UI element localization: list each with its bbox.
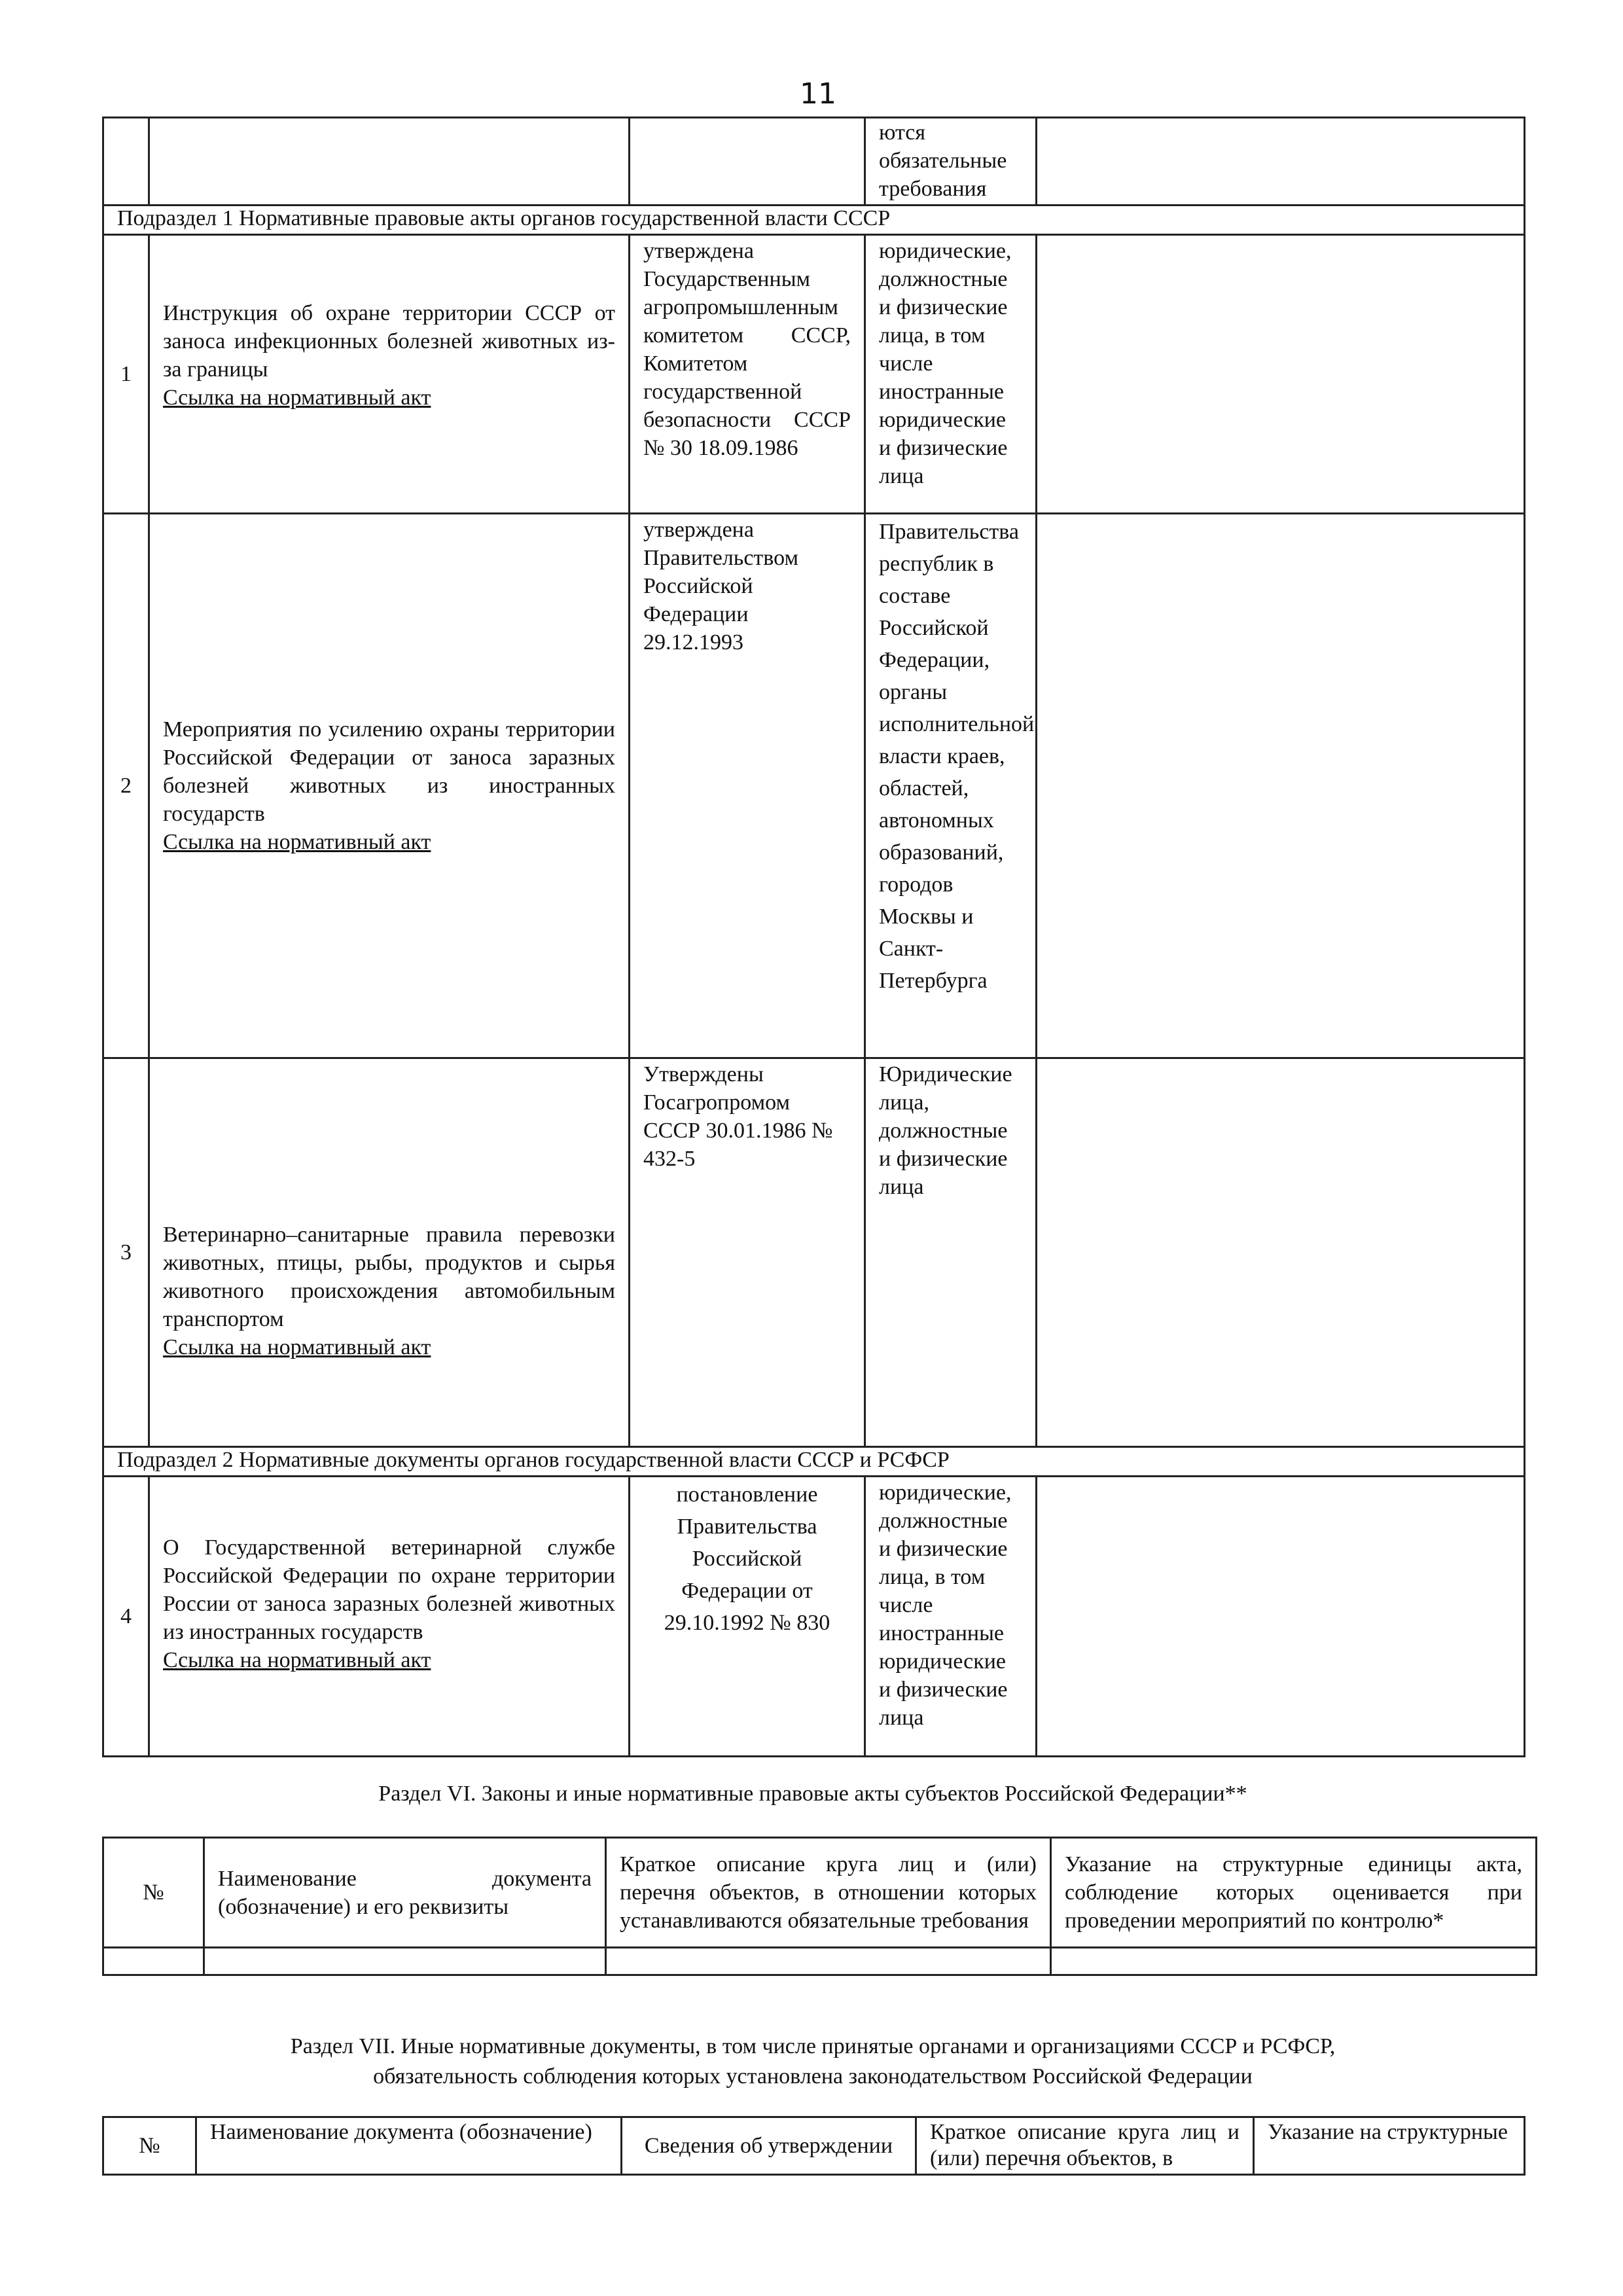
act-link[interactable]: Ссылка на нормативный акт xyxy=(163,385,431,410)
act-link[interactable]: Ссылка на нормативный акт xyxy=(163,830,431,854)
document-name: О Государственной ветеринарной службе Российской Федерации по охране территории России от заноса заразных болезней животных из иностранных государств xyxy=(163,1535,615,1644)
approval-info: утверждена Правительством Российской Федерации 29.12.1993 xyxy=(643,518,798,655)
act-link[interactable]: Ссылка на нормативный акт xyxy=(163,1335,431,1359)
persons-description: Правительства республик в составе Российской Федерации, органы исполнительной власти краев, областей, автономных образований, городов Москвы и Санкт-Петербурга xyxy=(879,520,1035,993)
header-continuation: ются обязательные требования xyxy=(879,120,1007,201)
row-number: 4 xyxy=(103,1477,149,1757)
subsection-row xyxy=(103,1447,1525,1477)
approval-info: утверждена Государственным агропромышленным комитетом СССР, Комитетом государственной безопасности СССР № 30 18.09.1986 xyxy=(643,239,851,460)
section-7-title-line1: Раздел VII. Иные нормативные документы, в том числе принятые органами и организациями СССР и РСФСР, xyxy=(290,2034,1336,2058)
header-structural-units: Указание на структурные единицы акта, соблюдение которых оценивается при проведении мероприятий по контролю* xyxy=(1065,1852,1522,1933)
row-number: 1 xyxy=(103,235,149,514)
table-header-row xyxy=(103,2117,1525,2175)
header-approval: Сведения об утверждении xyxy=(644,2134,893,2158)
section-7-title-line2: обязательность соблюдения которых установлена законодательством Российской Федерации xyxy=(373,2064,1253,2089)
subsection-1-title: Подраздел 1 Нормативные правовые акты органов государственной власти СССР xyxy=(103,206,1525,235)
section-6-table xyxy=(102,1837,1537,1976)
document-name: Ветеринарно–санитарные правила перевозки животных, птицы, рыбы, продуктов и сырья животного происхождения автомобильным транспортом xyxy=(163,1223,615,1331)
subsection-2-title: Подраздел 2 Нормативные документы органов государственной власти СССР и РСФСР xyxy=(103,1447,1525,1477)
header-persons: Краткое описание круга лиц и (или) перечня объектов, в xyxy=(930,2120,1240,2170)
table-header-row xyxy=(103,1838,1537,1948)
table-row xyxy=(103,1058,1525,1447)
approval-info: Утверждены Госагропромом СССР 30.01.1986 № 432-5 xyxy=(643,1062,833,1171)
header-number: № xyxy=(103,2117,196,2175)
approval-info: постановление Правительства Российской Федерации от 29.10.1992 № 830 xyxy=(664,1482,830,1635)
section-7-table xyxy=(102,2116,1525,2176)
act-link[interactable]: Ссылка на нормативный акт xyxy=(163,1648,431,1672)
header-number: № xyxy=(103,1838,204,1948)
persons-description: юридические, должностные и физические лица, в том числе иностранные юридические и физические лица xyxy=(879,239,1012,488)
table-row xyxy=(103,235,1525,514)
persons-description: Юридические лица, должностные и физические лица xyxy=(879,1062,1012,1199)
page-number: 11 xyxy=(800,77,836,111)
header-persons: Краткое описание круга лиц и (или) перечня объектов, в отношении которых устанавливаются обязательные требования xyxy=(620,1852,1037,1933)
row-number: 2 xyxy=(103,514,149,1058)
table-row xyxy=(103,1477,1525,1757)
subsection-row xyxy=(103,206,1525,235)
header-structural-units: Указание на структурные xyxy=(1268,2120,1508,2144)
table-row xyxy=(103,514,1525,1058)
persons-description: юридические, должностные и физические лица, в том числе иностранные юридические и физические лица xyxy=(879,1480,1012,1730)
table-row xyxy=(103,118,1525,206)
section-6-title: Раздел VI. Законы и иные нормативные правовые акты субъектов Российской Федерации** xyxy=(378,1782,1247,1806)
document-name: Инструкция об охране территории СССР от заноса инфекционных болезней животных из-за границы xyxy=(163,300,615,382)
main-table xyxy=(102,117,1525,1757)
row-number: 3 xyxy=(103,1058,149,1447)
table-row xyxy=(103,1948,1537,1975)
header-document-name: Наименование документа (обозначение) и его реквизиты xyxy=(218,1866,592,1919)
document-name: Мероприятия по усилению охраны территории Российской Федерации от заноса заразных болезней животных из иностранных государств xyxy=(163,717,615,826)
header-document-name: Наименование документа (обозначение) xyxy=(210,2120,592,2144)
